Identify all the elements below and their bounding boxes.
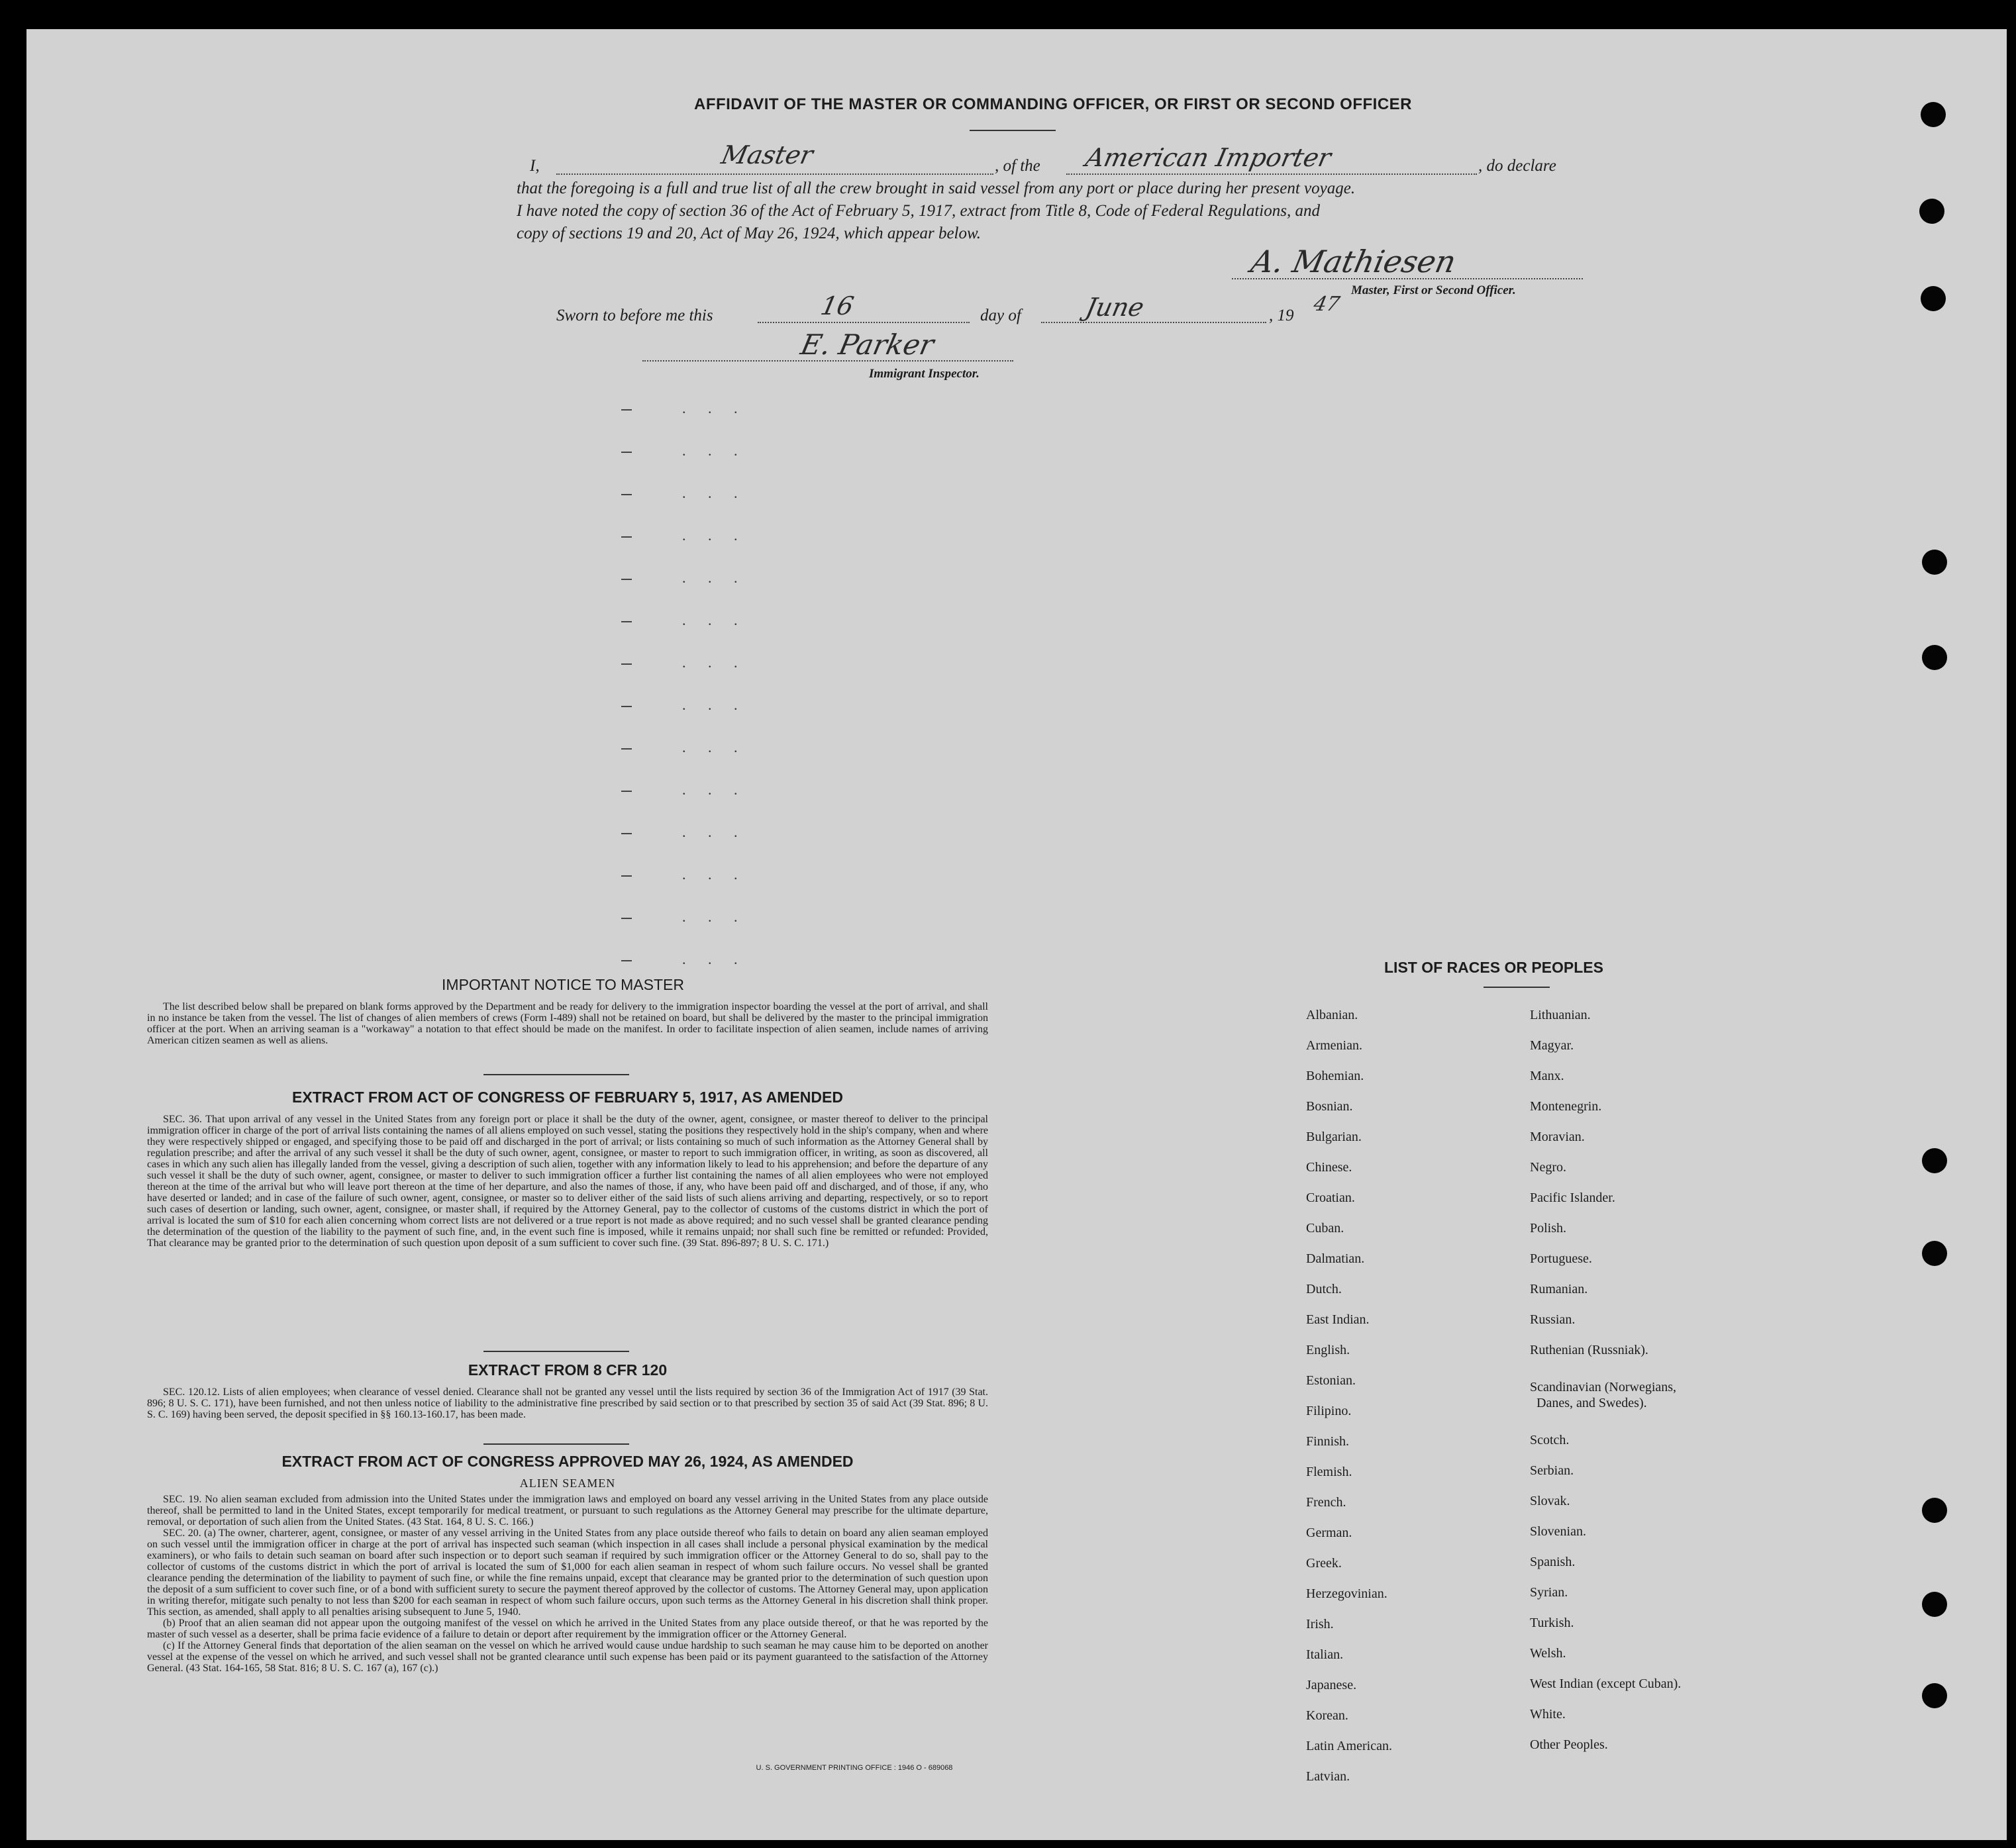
punch-hole: [1922, 1498, 1947, 1523]
day-field-line: [758, 322, 970, 323]
race-item: Dalmatian.: [1306, 1251, 1365, 1266]
race-item: West Indian (except Cuban).: [1530, 1677, 1682, 1691]
extract-1917-body: SEC. 36. That upon arrival of any vessel in the United States from any foreign port or place it shall be the duty of the owner, agent, consignee, or master thereof to deliver to the principal immigration officer in charge of the port of arrival lists containing the names of all aliens employed on such vessel, stating the positions they respectively hold in the ship's company, when and where they were respectively shipped or engaged, and specifying those to be paid off and discharged in the port of arrival; or lists containing so much of such information as the Attorney General shall by regulation prescribe; and after the arrival of any such vessel it shall be the duty of such owner, agent, consignee, or master to report to such immigration officer, in writing, as soon as discovered, all cases in which any such alien has illegally landed from the vessel, giving a description of such alien, together with any information likely to lead to his apprehension; and before the departure of any such vessel it shall be the duty of such owner, agent, consignee, or master to deliver to such immigration officer a further list containing the names of all alien employees who were not employed thereon at the time of the arrival but who will leave port thereon at the time of her departure, and also the names of those, if any, who have been paid off and discharged, and of those, if any, who have deserted or landed; and in case of the failure of such owner, agent, consignee, or master so to deliver either of the said lists of such aliens arriving and departing, respectively, or so to report such cases of desertion or landing, such owner, agent, consignee, or master shall, if required by the Attorney General, pay to the collector of customs of the customs district in which the port of arrival is located the sum of $10 for each alien concerning whom correct lists are not delivered or a true report is not made as above required; and no such vessel shall be granted clearance pending the determination of the question of the liability to the payment of such fine, and, in the event such fine is imposed, while it remains unpaid; nor shall such fine be remitted or refunded: Provided, That clearance may be granted prior to the determination of such question upon deposit of a sum sufficient to cover such fine. (39 Stat. 896-897; 8 U. S. C. 171.): [147, 1114, 988, 1249]
races-title-rule: [1484, 987, 1550, 988]
notice-body: The list described below shall be prepared on blank forms approved by the Department and be ready for delivery to the immigration inspector boarding the vessel at the port of arrival, and shall in no instance be taken from the vessel. The list of changes of alien members of crews (Form I-489) shall not be retained on board, but shall be delivered by the master to the principal immigration officer at the port. When an arriving seaman is a "workaway" a notation to that effect should be made on the manifest. In order to facilitate inspection of alien seamen, include names of arriving American citizen seamen as well as aliens.: [147, 1001, 988, 1046]
race-item: Scandinavian (Norwegians,: [1530, 1380, 1677, 1394]
punch-hole: [1922, 1241, 1947, 1266]
dot-mark: . . .: [682, 569, 747, 586]
dash-mark: [621, 663, 632, 665]
extract-8cfr-body: SEC. 120.12. Lists of alien employees; when clearance of vessel denied. Clearance shall not be granted any vessel until the lists required by section 36 of the Immigration Act of 1917 (39 Stat. 896; 8 U. S. C. 171), have been furnished, and not then unless notice of liability to the administrative fine prescribed by said section or to that prescribed by section 35 of said Act (39 Stat. 896; 8 U. S. C. 169) having been served, the deposit specified in §§ 160.13-160.17, has been made.: [147, 1386, 988, 1420]
affidavit-line-2: that the foregoing is a full and true list of all the crew brought in said vessel from any port or place during her present voyage.: [517, 179, 1356, 197]
race-item: Estonian.: [1306, 1373, 1356, 1388]
divider: [483, 1074, 629, 1075]
race-item: English.: [1306, 1343, 1350, 1357]
affidavit-title: AFFIDAVIT OF THE MASTER OR COMMANDING OFFICER, OR FIRST OR SECOND OFFICER: [693, 95, 1413, 113]
document-page: [26, 29, 2007, 1840]
of-the-label: , of the: [995, 157, 1040, 175]
do-declare-label: , do declare: [1478, 157, 1556, 175]
race-item: Croatian.: [1306, 1191, 1355, 1205]
race-item: Turkish.: [1530, 1616, 1574, 1630]
sec-20b-paragraph: (b) Proof that an alien seaman did not appear upon the outgoing manifest of the vessel on which he arrived in the United States from any place outside thereof, or that he was reported by the master of such vessel as a deserter, shall be prima facie evidence of a failure to detain or deport after requirement by the immigration officer or the Attorney General.: [147, 1618, 988, 1640]
sec-20c-paragraph: (c) If the Attorney General finds that deportation of the alien seaman on the vessel on which he arrived would cause undue hardship to such seaman he may cause him to be deported on another vessel at the expense of the vessel on which he arrived, and such vessel shall not be granted clearance until such expense has been paid or its payment guaranteed to the satisfaction of the Attorney General. (43 Stat. 164-165, 58 Stat. 816; 8 U. S. C. 167 (a), 167 (c).): [147, 1640, 988, 1674]
race-item: Herzegovinian.: [1306, 1586, 1387, 1601]
affidavit-line-3: I have noted the copy of section 36 of the Act of February 5, 1917, extract from Title 8, Code of Federal Regulations, and: [517, 202, 1320, 220]
extract-1924-subtitle: ALIEN SEAMEN: [519, 1477, 616, 1490]
race-item: Welsh.: [1530, 1646, 1566, 1661]
race-item: Bulgarian.: [1306, 1130, 1362, 1144]
affidavit-line-4: copy of sections 19 and 20, Act of May 26, 1924, which appear below.: [517, 224, 982, 242]
dot-mark: . . .: [682, 612, 747, 628]
race-item: Russian.: [1530, 1312, 1576, 1327]
sec-20a-paragraph: SEC. 20. (a) The owner, charterer, agent, consignee, or master of any vessel arriving in the United States from any place outside thereof who fails to detain on board any alien seaman employed on such vessel until the immigration officer in charge at the port of arrival has inspected such seaman (which inspection in all cases shall include a personal physical examination by the medical examiners), or who fails to detain such seaman on board after such inspection or to deport such seaman if required by such immigration officer or the Attorney General to do so, shall pay to the collector of customs of the customs district in which the port of arrival is located the sum of $1,000 for each alien seaman in respect of whom such failure occurs. No vessel shall be granted clearance pending the determination of the liability to payment of such fine, or while the fine remains unpaid, except that clearance may be granted prior to the determination of such question upon the deposit of a sum sufficient to cover such fine, or of a bond with sufficient surety to secure the payment thereof approved by the collector of customs. The Attorney General may, upon application in writing therefor, mitigate such penalty to not less than $200 for each seaman in respect of whom such failure occurs, upon such terms as the Attorney General in his discretion shall think proper. This section, as amended, shall apply to all penalties arising subsequent to June 5, 1940.: [147, 1528, 988, 1618]
punch-hole: [1921, 286, 1946, 311]
race-item: Rumanian.: [1530, 1282, 1588, 1296]
handwritten-vessel: American Importer: [1083, 143, 1334, 172]
affidavit-i-label: I,: [530, 157, 540, 175]
extract-1924-body: [147, 1494, 988, 1674]
race-item: Other Peoples.: [1530, 1737, 1608, 1752]
dash-mark: [621, 706, 632, 707]
handwritten-day: 16: [818, 291, 857, 320]
race-item: French.: [1306, 1495, 1346, 1510]
race-item: Latin American.: [1306, 1739, 1392, 1753]
year-prefix-label: , 19: [1269, 307, 1294, 324]
month-field-line: [1041, 322, 1266, 323]
dot-mark: . . .: [682, 697, 747, 713]
sworn-label: Sworn to before me this: [556, 307, 713, 324]
dot-mark: . . .: [682, 442, 747, 459]
name-field-line: [556, 173, 993, 175]
notice-title: IMPORTANT NOTICE TO MASTER: [442, 976, 684, 993]
race-item: Lithuanian.: [1530, 1008, 1591, 1022]
race-item: Manx.: [1530, 1069, 1564, 1083]
races-title: LIST OF RACES OR PEOPLES: [1384, 959, 1603, 976]
race-item: Dutch.: [1306, 1282, 1342, 1296]
punch-hole: [1922, 645, 1947, 670]
day-of-label: day of: [980, 307, 1021, 324]
race-item: Finnish.: [1306, 1434, 1350, 1449]
dash-mark: [621, 918, 632, 919]
dot-mark: . . .: [682, 866, 747, 883]
extract-1917-title: EXTRACT FROM ACT OF CONGRESS OF FEBRUARY 5, 1917, AS AMENDED: [292, 1089, 843, 1106]
race-item: Irish.: [1306, 1617, 1334, 1631]
handwritten-year: 47: [1311, 293, 1342, 316]
race-item: Albanian.: [1306, 1008, 1358, 1022]
punch-hole: [1922, 550, 1947, 575]
race-item: Montenegrin.: [1530, 1099, 1602, 1114]
race-item: Pacific Islander.: [1530, 1191, 1615, 1205]
dot-mark: . . .: [682, 527, 747, 544]
race-item: Magyar.: [1530, 1038, 1574, 1053]
race-item: Slovenian.: [1530, 1524, 1586, 1539]
dash-mark: [621, 494, 632, 495]
dot-mark: . . .: [682, 485, 747, 501]
race-item: Greek.: [1306, 1556, 1342, 1571]
race-item: Cuban.: [1306, 1221, 1344, 1236]
dot-mark: . . .: [682, 781, 747, 798]
dot-mark: . . .: [682, 908, 747, 925]
race-item: Bosnian.: [1306, 1099, 1353, 1114]
race-item: German.: [1306, 1526, 1352, 1540]
race-item: Moravian.: [1530, 1130, 1585, 1144]
punch-hole: [1922, 1592, 1947, 1617]
race-item: Italian.: [1306, 1647, 1344, 1662]
race-item: East Indian.: [1306, 1312, 1370, 1327]
sec-19-paragraph: SEC. 19. No alien seaman excluded from admission into the United States under the immigration laws and employed on board any vessel arriving in the United States from any place outside thereof, shall be permitted to land in the United States, except temporarily for medical treatment, or pursuant to such regulations as the Attorney General may prescribe for the ultimate departure, removal, or deportation of such alien from the United States. (43 Stat. 164, 8 U. S. C. 166.): [147, 1494, 988, 1528]
race-item: Slovak.: [1530, 1494, 1570, 1508]
inspector-line: [642, 360, 1013, 362]
signature-caption: Master, First or Second Officer.: [1351, 283, 1516, 297]
punch-hole: [1922, 1683, 1947, 1708]
punch-hole: [1922, 1148, 1947, 1173]
dash-mark: [621, 833, 632, 834]
race-item: Japanese.: [1306, 1678, 1357, 1692]
race-item: Portuguese.: [1530, 1251, 1592, 1266]
race-item: White.: [1530, 1707, 1566, 1722]
inspector-signature: E. Parker: [797, 328, 937, 361]
race-item: Scotch.: [1530, 1433, 1570, 1447]
punch-hole: [1919, 199, 1944, 224]
dash-mark: [621, 452, 632, 453]
master-signature: A. Mathiesen: [1248, 244, 1460, 279]
race-item: Filipino.: [1306, 1404, 1352, 1418]
extract-8cfr-title: EXTRACT FROM 8 CFR 120: [468, 1361, 668, 1379]
race-item: Bohemian.: [1306, 1069, 1364, 1083]
vessel-field-line: [1066, 173, 1477, 175]
dot-mark: . . .: [682, 951, 747, 967]
dash-mark: [621, 748, 632, 750]
dash-mark: [621, 960, 632, 961]
dash-mark: [621, 621, 632, 622]
race-item: Korean.: [1306, 1708, 1348, 1723]
dot-mark: . . .: [682, 739, 747, 755]
race-item: Spanish.: [1530, 1555, 1576, 1569]
inspector-caption: Immigrant Inspector.: [869, 367, 980, 381]
divider: [483, 1443, 629, 1445]
title-rule: [970, 130, 1056, 131]
dash-mark: [621, 791, 632, 792]
race-item: Danes, and Swedes).: [1537, 1396, 1647, 1410]
dot-mark: . . .: [682, 654, 747, 671]
race-item: Flemish.: [1306, 1465, 1352, 1479]
race-item: Chinese.: [1306, 1160, 1352, 1175]
printer-line: U. S. GOVERNMENT PRINTING OFFICE : 1946 O - 689068: [756, 1764, 953, 1772]
race-item: Serbian.: [1530, 1463, 1574, 1478]
dash-mark: [621, 536, 632, 538]
race-item: Ruthenian (Russniak).: [1530, 1343, 1648, 1357]
dash-mark: [621, 579, 632, 580]
race-item: Syrian.: [1530, 1585, 1568, 1600]
dash-mark: [621, 409, 632, 411]
dot-mark: . . .: [682, 824, 747, 840]
divider: [483, 1351, 629, 1352]
race-item: Armenian.: [1306, 1038, 1362, 1053]
race-item: Negro.: [1530, 1160, 1566, 1175]
race-item: Polish.: [1530, 1221, 1567, 1236]
dot-mark: . . .: [682, 400, 747, 416]
race-item: Latvian.: [1306, 1769, 1350, 1784]
dash-mark: [621, 875, 632, 877]
handwritten-master: Master: [719, 140, 816, 170]
extract-1924-title: EXTRACT FROM ACT OF CONGRESS APPROVED MAY 26, 1924, AS AMENDED: [281, 1453, 854, 1470]
handwritten-month: June: [1083, 293, 1147, 322]
punch-hole: [1921, 102, 1946, 127]
